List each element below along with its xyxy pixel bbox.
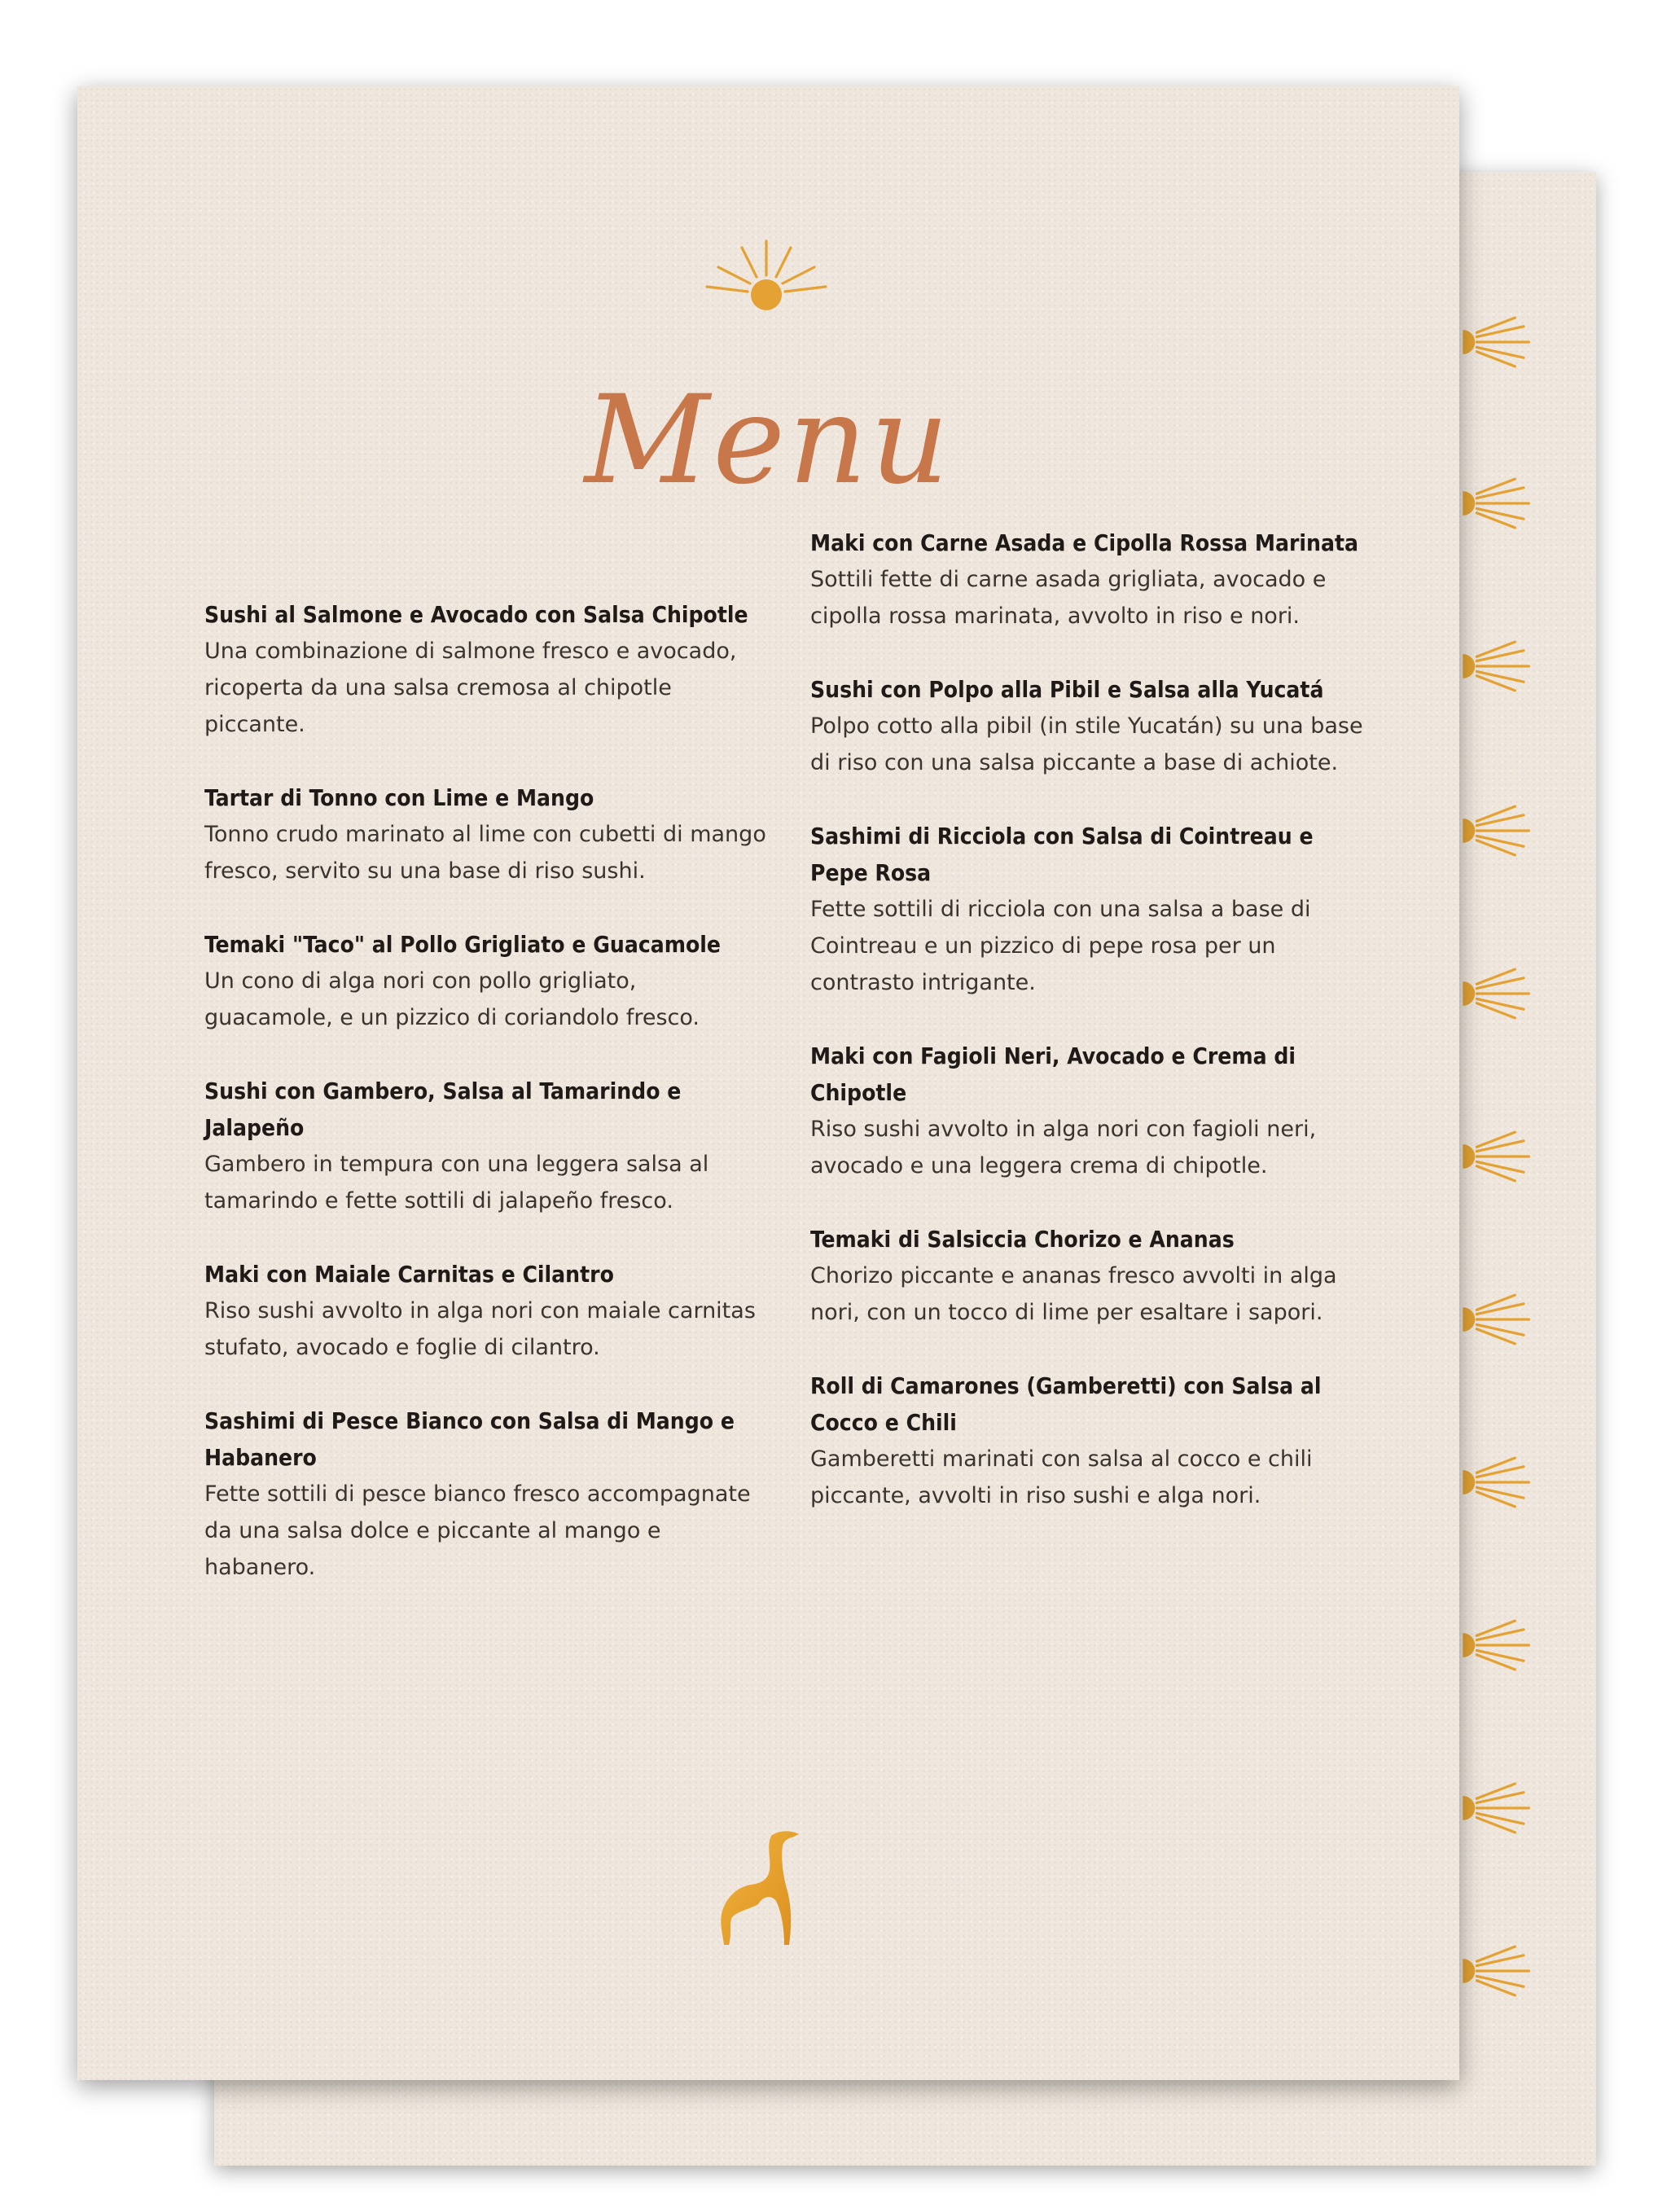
menu-item	[204, 1402, 766, 1586]
menu-item-name: Sashimi di Pesce Bianco con Salsa di Mango e Habanero	[204, 1407, 735, 1471]
menu-title: Menu	[584, 370, 953, 511]
half-sun-icon	[1461, 1619, 1534, 1671]
half-sun-icon	[1461, 805, 1534, 857]
menu-right-column	[810, 525, 1372, 1551]
menu-item-description: Fette sottili di pesce bianco fresco accompagnate da una salsa dolce e piccante al mango e habanero.	[204, 1481, 751, 1580]
menu-item-name: Maki con Maiale Carnitas e Cilantro	[204, 1261, 614, 1288]
half-sun-icon	[1461, 1782, 1534, 1834]
menu-item-name: Sushi con Gambero, Salsa al Tamarindo e Jalapeño	[204, 1078, 682, 1141]
half-sun-icon	[1461, 1456, 1534, 1508]
half-sun-icon	[1461, 1293, 1534, 1345]
menu-item	[810, 818, 1372, 1001]
menu-item	[810, 1367, 1372, 1514]
menu-item-name: Maki con Carne Asada e Cipolla Rossa Marinata	[810, 529, 1358, 556]
menu-item-name: Sushi al Salmone e Avocado con Salsa Chipotle	[204, 601, 748, 628]
menu-item	[204, 779, 766, 889]
menu-item-name: Temaki "Taco" al Pollo Grigliato e Guacamole	[204, 931, 722, 958]
menu-item	[810, 1221, 1372, 1331]
menu-item	[810, 1038, 1372, 1184]
menu-item-description: Tonno crudo marinato al lime con cubetti di mango fresco, servito su una base di riso sushi.	[204, 822, 766, 884]
menu-item-name: Tartar di Tonno con Lime e Mango	[204, 784, 594, 811]
menu-item-description: Fette sottili di ricciola con una salsa a base di Cointreau e un pizzico di pepe rosa per un contrasto intrigante.	[810, 897, 1311, 995]
menu-item	[810, 525, 1372, 634]
menu-item-description: Chorizo piccante e ananas fresco avvolti in alga nori, con un tocco di lime per esaltare i sapori.	[810, 1263, 1337, 1325]
menu-item	[204, 1073, 766, 1219]
menu-item-name: Temaki di Salsiccia Chorizo e Ananas	[810, 1226, 1235, 1253]
menu-item-name: Sushi con Polpo alla Pibil e Salsa alla Yucatá	[810, 676, 1324, 703]
menu-item-description: Sottili fette di carne asada grigliata, avocado e cipolla rossa marinata, avvolto in riso e nori.	[810, 567, 1327, 629]
menu-left-column	[204, 596, 766, 1622]
menu-item-description: Una combinazione di salmone fresco e avocado, ricoperta da una salsa cremosa al chipotle piccante.	[204, 639, 737, 737]
menu-item	[204, 926, 766, 1036]
greyhound-logo-icon	[714, 1826, 812, 1948]
menu-item	[810, 671, 1372, 781]
front-menu-sheet	[77, 86, 1459, 2080]
sun-icon	[705, 238, 827, 313]
half-sun-icon	[1461, 1130, 1534, 1183]
menu-item-description: Un cono di alga nori con pollo grigliato, guacamole, e un pizzico di coriandolo fresco.	[204, 968, 700, 1030]
half-sun-icon	[1461, 477, 1534, 529]
menu-item-name: Sashimi di Ricciola con Salsa di Cointreau e Pepe Rosa	[810, 823, 1314, 886]
menu-item-description: Polpo cotto alla pibil (in stile Yucatán) su una base di riso con una salsa piccante a base di achiote.	[810, 713, 1363, 775]
menu-item-description: Gambero in tempura con una leggera salsa al tamarindo e fette sottili di jalapeño fresco.	[204, 1152, 709, 1214]
half-sun-icon	[1461, 316, 1534, 368]
menu-item-description: Riso sushi avvolto in alga nori con maiale carnitas stufato, avocado e foglie di cilantro.	[204, 1298, 756, 1360]
menu-item	[204, 596, 766, 743]
half-sun-icon	[1461, 1945, 1534, 1997]
half-sun-icon	[1461, 968, 1534, 1020]
half-sun-icon	[1461, 640, 1534, 692]
menu-item-description: Riso sushi avvolto in alga nori con fagioli neri, avocado e una leggera crema di chipotle.	[810, 1117, 1317, 1179]
menu-item	[204, 1256, 766, 1366]
menu-item-name: Maki con Fagioli Neri, Avocado e Crema di Chipotle	[810, 1042, 1296, 1106]
menu-item-name: Roll di Camarones (Gamberetti) con Salsa al Cocco e Chili	[810, 1372, 1322, 1436]
menu-item-description: Gamberetti marinati con salsa al cocco e chili piccante, avvolti in riso sushi e alga nori.	[810, 1446, 1313, 1508]
